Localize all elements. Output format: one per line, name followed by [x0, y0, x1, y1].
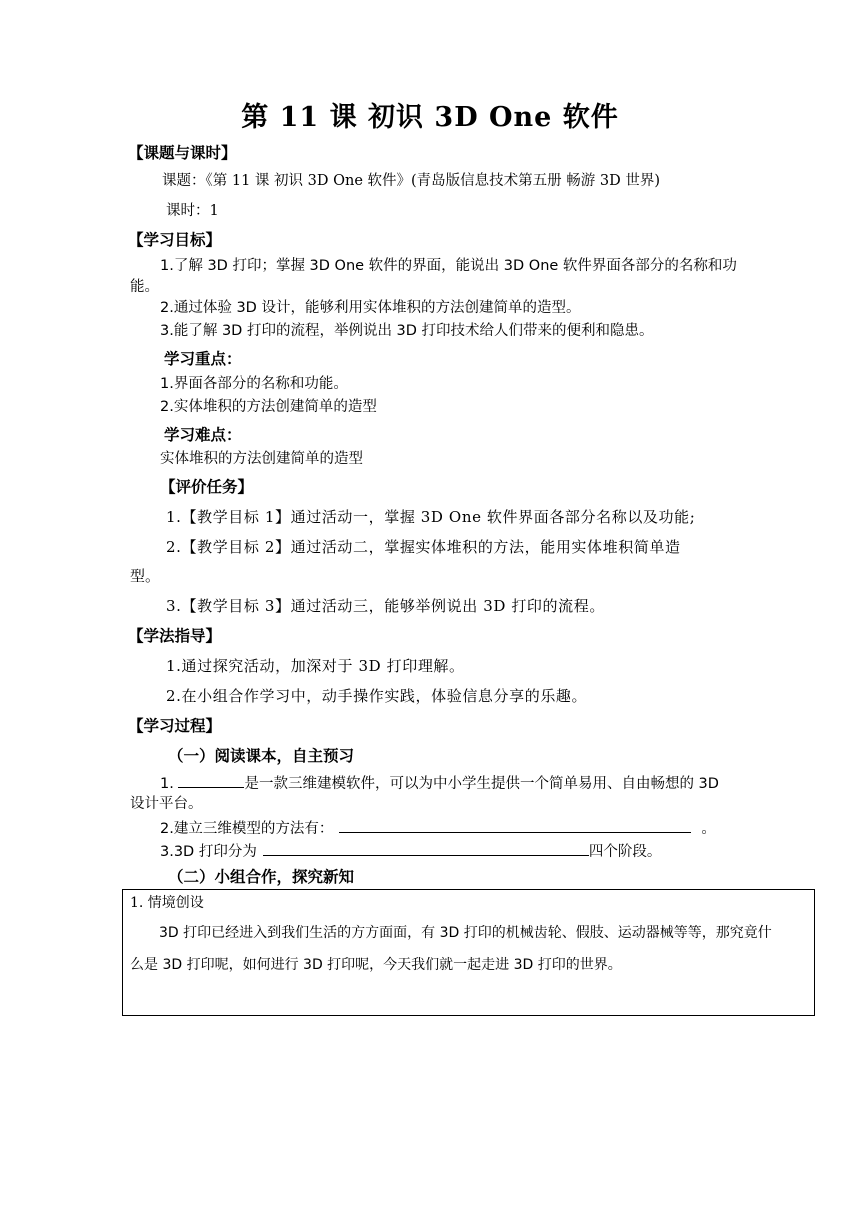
- method-item: 1.通过探究活动，加深对于 3D 打印理解。: [166, 657, 465, 675]
- process-sub1: （一）阅读课本，自主预习: [168, 747, 355, 765]
- key-point-item: 2.实体堆积的方法创建简单的造型: [160, 399, 377, 415]
- method-heading: 【学法指导】: [128, 627, 222, 645]
- key-point-item: 1.界面各部分的名称和功能。: [160, 376, 348, 392]
- objective-item: 1.了解 3D 打印；掌握 3D One 软件的界面，能说出 3D One 软件界面各部分的名称和功: [160, 258, 737, 274]
- process-heading: 【学习过程】: [128, 717, 222, 735]
- evaluation-heading: 【评价任务】: [160, 478, 254, 496]
- evaluation-item: 2.【教学目标 2】通过活动二，掌握实体堆积的方法，能用实体堆积简单造: [166, 538, 681, 556]
- question-1-continuation: 设计平台。: [130, 796, 203, 812]
- evaluation-item: 型。: [130, 567, 161, 585]
- question-2: [160, 817, 716, 839]
- question-1-text: 是一款三维建模软件，可以为中小学生提供一个简单易用、自由畅想的 3D: [244, 776, 719, 792]
- scenario-line: 么是 3D 打印呢，如何进行 3D 打印呢，今天我们就一起走进 3D 打印的世界。: [130, 957, 622, 973]
- method-item: 2.在小组合作学习中，动手操作实践，体验信息分享的乐趣。: [166, 687, 588, 705]
- evaluation-item: 1.【教学目标 1】通过活动一，掌握 3D One 软件界面各部分名称以及功能;: [166, 508, 696, 526]
- scenario-line: 3D 打印已经进入到我们生活的方方面面，有 3D 打印的机械齿轮、假肢、运动器械等等，那究竟什: [159, 925, 772, 941]
- page-title: 第 11 课 初识 3D One 软件: [241, 102, 619, 133]
- topic-heading: 【课题与课时】: [128, 144, 237, 162]
- question-1: [160, 772, 719, 794]
- process-sub2: （二）小组合作，探究新知: [168, 868, 355, 886]
- difficulty-heading: 学习难点：: [164, 426, 242, 444]
- question-1-number: 1.: [160, 776, 174, 792]
- question-2-text: 2.建立三维模型的方法有：: [160, 821, 334, 837]
- scenario-box: [122, 889, 815, 1016]
- blank-q3: [263, 840, 589, 856]
- question-3-text: 3.3D 打印分为: [160, 844, 257, 860]
- question-3-end: 四个阶段。: [588, 844, 662, 860]
- evaluation-item: 3.【教学目标 3】通过活动三，能够举例说出 3D 打印的流程。: [166, 597, 605, 615]
- scenario-heading: 1. 情境创设: [130, 895, 204, 911]
- objective-item: 3.能了解 3D 打印的流程，举例说出 3D 打印技术给人们带来的便利和隐患。: [160, 323, 654, 339]
- topic-hours: 课时：1: [166, 203, 219, 219]
- blank-q1: [178, 772, 244, 788]
- difficulty-text: 实体堆积的方法创建简单的造型: [160, 451, 363, 467]
- question-2-end: 。: [701, 821, 716, 837]
- key-points-heading: 学习重点：: [164, 350, 242, 368]
- objective-item: 能。: [130, 279, 159, 295]
- objective-item: 2.通过体验 3D 设计，能够利用实体堆积的方法创建简单的造型。: [160, 300, 581, 316]
- blank-q2: [339, 817, 691, 833]
- question-3: [160, 840, 661, 862]
- topic-course: 课题：《第 11 课 初识 3D One 软件》(青岛版信息技术第五册 畅游 3D 世界): [162, 173, 661, 189]
- objectives-heading: 【学习目标】: [128, 231, 222, 249]
